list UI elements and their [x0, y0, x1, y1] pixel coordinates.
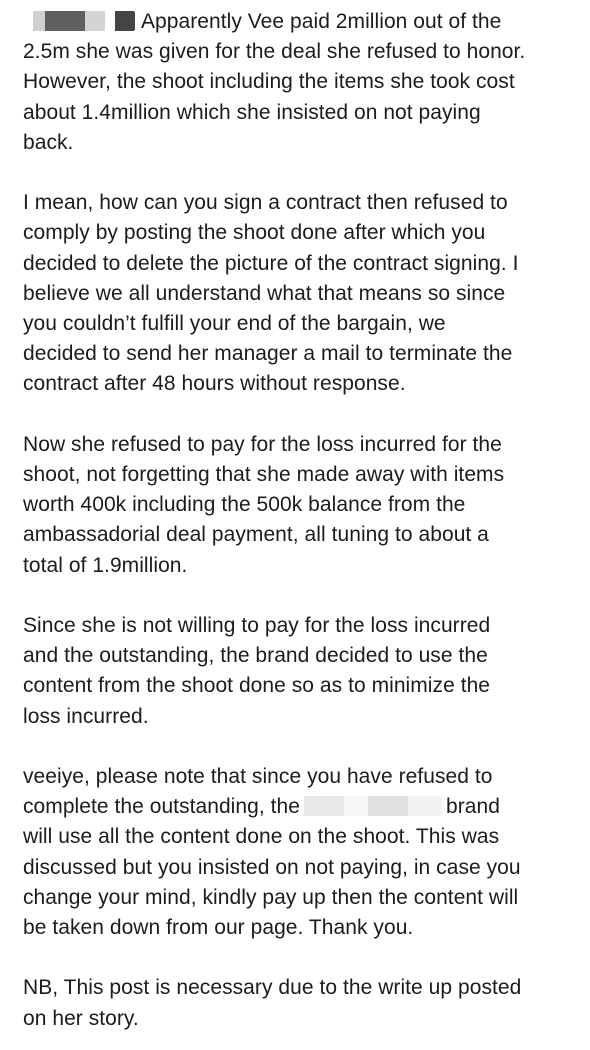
paragraph-4: Since she is not willing to pay for the loss incurred and the outstanding, the brand decided to use the content from the shoot done so as to minimize the loss incurred.: [23, 614, 491, 728]
paragraph-3: Now she refused to pay for the loss incurred for the shoot, not forgetting that she made away with items worth 400k including the 500k balance from the ambassadorial deal payment, all tuning to about a total of 1.9million.: [23, 432, 505, 577]
paragraph-6: NB, This post is necessary due to the write up posted on her story.: [23, 976, 522, 1030]
post-body: [23, 7, 573, 1034]
paragraph-5: [23, 762, 573, 943]
redacted-brand-name: [304, 796, 442, 816]
paragraph-5-text-start: veeiye, please note that since you have refused to complete the outstanding, the: [23, 765, 493, 819]
paragraph-2: I mean, how can you sign a contract then refused to comply by posting the shoot done after which you decided to delete the picture of the contract signing. I believe we all understand what that means so since you couldn’t fulfill your end of the bargain, we decided to send her manager a mail to terminate the contract after 48 hours without response.: [23, 191, 519, 396]
paragraph-1: [23, 7, 573, 158]
paragraph-1-text: Apparently Vee paid 2million out of the 2.5m she was given for the deal she refused to honor. However, the shoot including the items she took cost about 1.4million which she insisted on not paying back.: [23, 10, 526, 154]
redacted-username: [23, 11, 135, 31]
paragraph-5-text-end: brand will use all the content done on the shoot. This was discussed but you insisted on not paying, in case you change your mind, kindly pay up then the content will be taken down from our page. Thank you.: [23, 795, 521, 940]
